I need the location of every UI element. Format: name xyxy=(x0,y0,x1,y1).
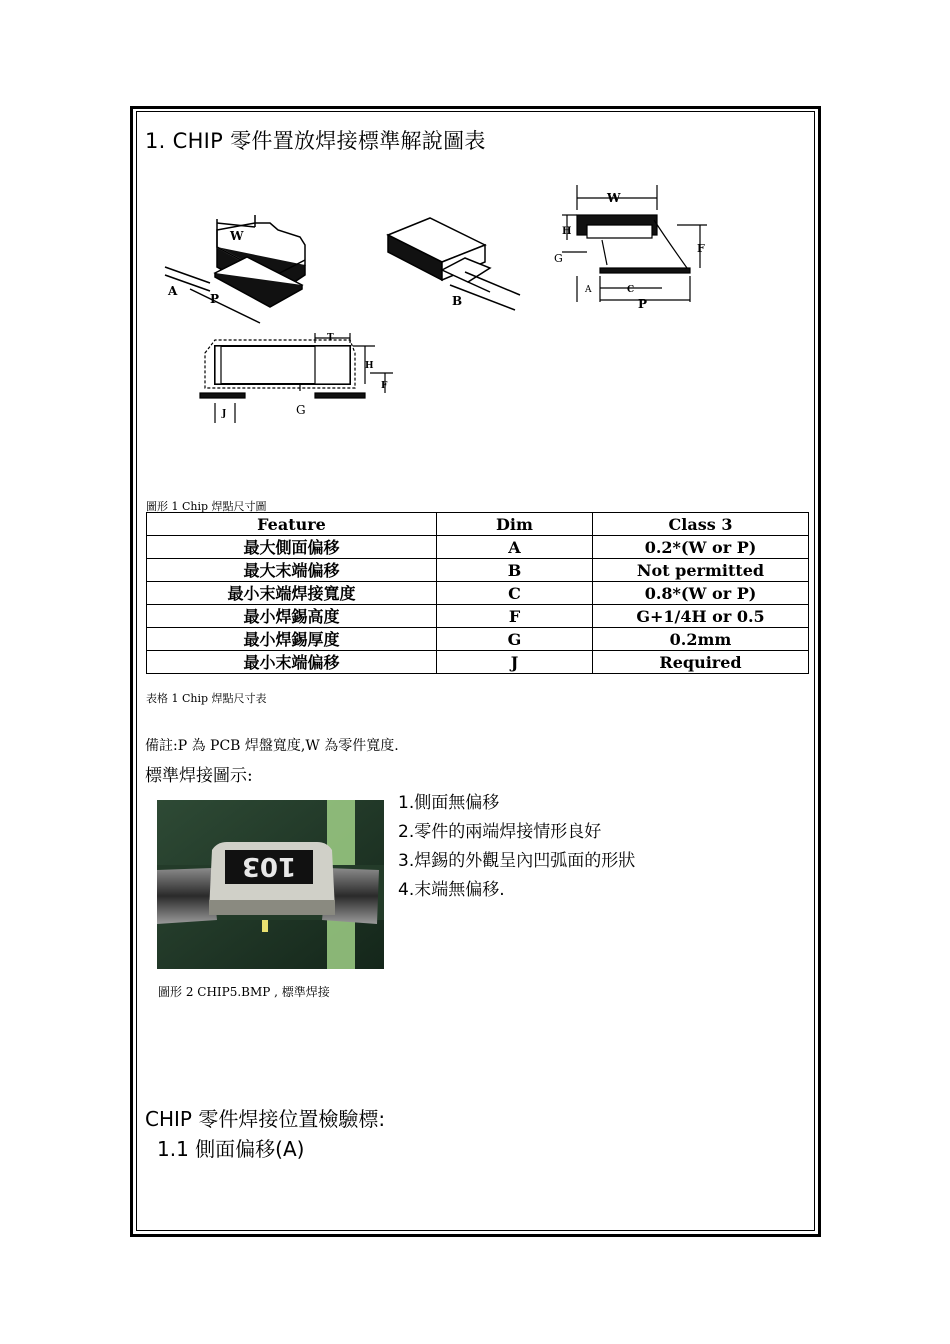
solder-points-list xyxy=(398,789,635,905)
diagram-label-a: A xyxy=(168,284,178,298)
table-cell-dim: C xyxy=(437,582,593,605)
table-cell-class3: 0.8*(W or P) xyxy=(593,582,809,605)
table-cell-feature: 最大側面偏移 xyxy=(147,536,437,559)
diagram-label-g1: G xyxy=(554,252,563,265)
diagram-label-w2: W xyxy=(607,191,621,205)
table-row xyxy=(147,605,809,628)
table-cell-class3: 0.2*(W or P) xyxy=(593,536,809,559)
list-item: 2.零件的兩端焊接情形良好 xyxy=(398,822,602,842)
diagram-label-w1: W xyxy=(230,229,244,243)
chip-marking-text: 103 xyxy=(241,851,297,881)
table-row xyxy=(147,651,809,674)
list-item: 3.焊錫的外觀呈內凹弧面的形狀 xyxy=(398,851,636,871)
table-cell-dim: J xyxy=(437,651,593,674)
chip-photo-illustration xyxy=(157,800,384,969)
table-cell-dim: G xyxy=(437,628,593,651)
table-row xyxy=(147,582,809,605)
table-cell-class3: G+1/4H or 0.5 xyxy=(593,605,809,628)
diagram-label-j: J xyxy=(222,409,227,419)
diagram-label-h2: H xyxy=(365,361,374,371)
table-header-feature: Feature xyxy=(147,513,437,536)
diagram-label-c: C xyxy=(627,285,635,295)
standard-solder-heading: 標準焊接圖示: xyxy=(145,766,253,786)
table-header-dim: Dim xyxy=(437,513,593,536)
diagram-label-b: B xyxy=(452,294,463,308)
table-row xyxy=(147,559,809,582)
table-cell-feature: 最小焊錫厚度 xyxy=(147,628,437,651)
diagram-label-a2: A xyxy=(585,285,592,295)
table1-caption: 表格 1 Chip 焊點尺寸表 xyxy=(146,692,267,705)
diagram-label-f2: F xyxy=(381,381,388,391)
table-row xyxy=(147,536,809,559)
figure1-caption: 圖形 1 Chip 焊點尺寸圖 xyxy=(146,500,267,513)
chip-solder-photo xyxy=(157,800,384,969)
figure2-caption: 圖形 2 CHIP5.BMP , 標準焊接 xyxy=(158,985,330,999)
table-row xyxy=(147,628,809,651)
diagram-label-t: T xyxy=(327,333,334,343)
list-item: 1.側面無偏移 xyxy=(398,793,500,813)
diagram-label-p2: P xyxy=(638,297,648,310)
chip-side-view-diagram xyxy=(195,328,395,428)
chip-end-offset-diagram xyxy=(380,210,525,320)
chip-spec-table xyxy=(146,512,809,674)
section-title: CHIP 零件焊接位置檢驗標: xyxy=(145,1107,386,1131)
diagram-label-g2: G xyxy=(296,403,306,417)
table-cell-feature: 最小末端偏移 xyxy=(147,651,437,674)
document-title: 1. CHIP 零件置放焊接標準解說圖表 xyxy=(145,129,486,153)
table-cell-class3: Not permitted xyxy=(593,559,809,582)
chip-side-offset-diagram xyxy=(160,205,320,330)
table-cell-class3: Required xyxy=(593,651,809,674)
table-cell-feature: 最大末端偏移 xyxy=(147,559,437,582)
note-text: 備註:P 為 PCB 焊盤寬度,W 為零件寬度. xyxy=(145,738,399,754)
table-cell-dim: B xyxy=(437,559,593,582)
chip-joint-cross-section-diagram xyxy=(552,180,717,310)
table-cell-class3: 0.2mm xyxy=(593,628,809,651)
table-header-class3: Class 3 xyxy=(593,513,809,536)
table-cell-dim: A xyxy=(437,536,593,559)
diagram-label-p1: P xyxy=(210,292,220,306)
diagram-label-h1: H xyxy=(562,226,572,237)
table-header-row xyxy=(147,513,809,536)
table-cell-dim: F xyxy=(437,605,593,628)
table-cell-feature: 最小焊錫高度 xyxy=(147,605,437,628)
diagram-label-f1: F xyxy=(697,242,705,255)
table-cell-feature: 最小末端焊接寬度 xyxy=(147,582,437,605)
section-subtitle: 1.1 側面偏移(A) xyxy=(157,1137,305,1161)
list-item: 4.末端無偏移. xyxy=(398,880,505,900)
